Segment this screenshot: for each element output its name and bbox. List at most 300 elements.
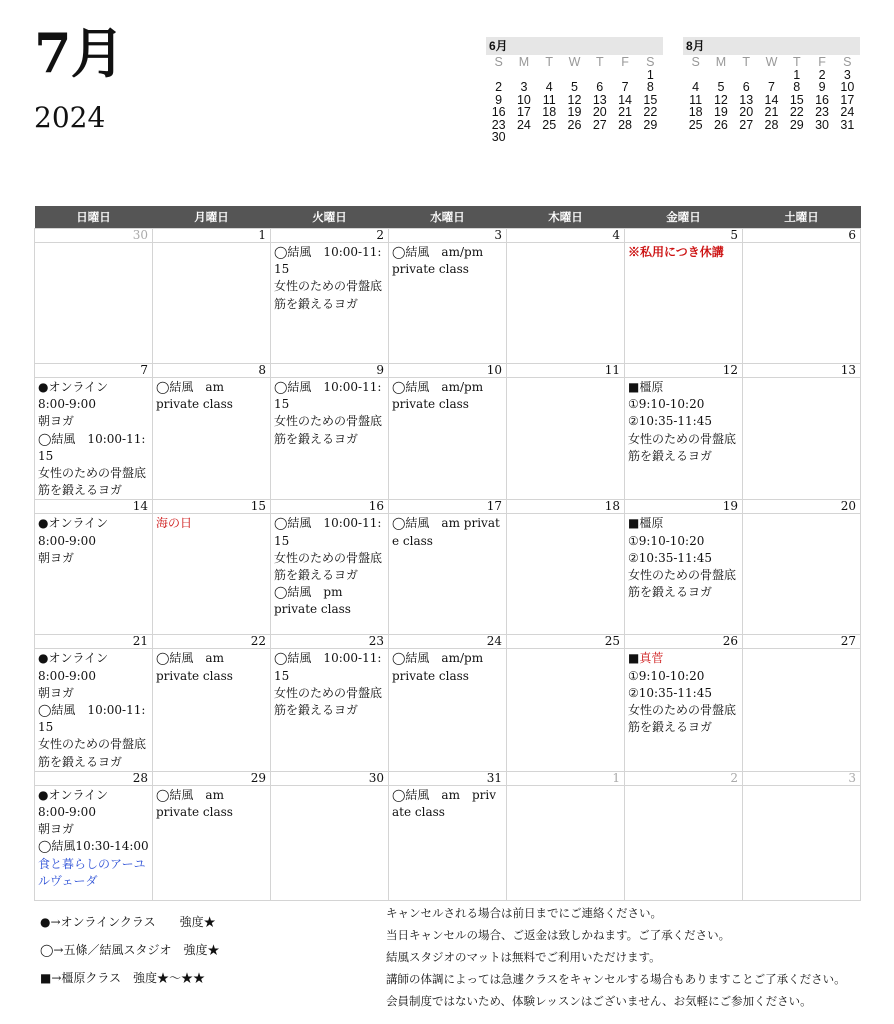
weekday-header: 水曜日 — [389, 206, 507, 229]
week-row — [35, 771, 861, 900]
event-line — [38, 856, 149, 890]
mini-day: 11 — [542, 92, 556, 107]
mini-day: 13 — [739, 92, 754, 107]
event-text: ◯結風 am private class — [392, 516, 500, 548]
day-cell[interactable] — [507, 635, 625, 771]
mini-day — [537, 131, 562, 144]
mini-weekday: T — [742, 55, 751, 69]
event-line — [156, 379, 267, 396]
day-cell[interactable] — [625, 229, 743, 364]
mini-day: 20 — [592, 105, 607, 119]
event-text: ◯結風 am — [156, 651, 224, 666]
calendar-body — [35, 229, 861, 901]
event-text: 8:00-9:00 — [38, 533, 96, 548]
mini-day: 8 — [793, 80, 801, 94]
mini-day: 2 — [818, 67, 826, 82]
mini-weekday: T — [545, 55, 554, 69]
event-list — [389, 649, 506, 684]
day-number: 5 — [625, 229, 742, 243]
event-text: ①9:10-10:20 — [628, 533, 705, 548]
mini-weekday: S — [646, 55, 655, 69]
mini-weekday: T — [792, 55, 801, 69]
mini-day: 24 — [516, 117, 531, 132]
event-text: ◯結風 am private class — [392, 787, 496, 820]
weekday-header: 金曜日 — [625, 206, 743, 229]
event-line — [392, 244, 503, 261]
day-cell[interactable] — [153, 635, 271, 771]
event-list — [35, 378, 152, 499]
day-cell[interactable] — [153, 229, 271, 364]
event-text: ◯結風10:30-14:00 — [38, 839, 149, 854]
event-line — [38, 668, 149, 685]
mini-day — [562, 131, 587, 144]
mini-calendar-title: 6月 — [486, 37, 663, 55]
mini-day — [612, 131, 637, 144]
mini-day: 28 — [764, 117, 779, 132]
event-text: 朝ヨガ — [38, 550, 75, 565]
event-list — [625, 649, 742, 736]
week-row — [35, 635, 861, 771]
mini-weekday: S — [494, 55, 503, 69]
day-cell[interactable] — [507, 364, 625, 500]
day-number: 18 — [507, 500, 624, 514]
day-number: 21 — [35, 635, 152, 649]
month-title: 7月 — [34, 21, 124, 85]
mini-day: 6 — [596, 80, 604, 94]
event-list — [271, 243, 388, 313]
event-line — [38, 804, 149, 821]
event-text: private class — [392, 668, 469, 683]
event-text: 朝ヨガ — [38, 822, 75, 837]
event-line — [628, 702, 739, 736]
day-cell[interactable] — [743, 364, 861, 500]
day-number: 24 — [389, 635, 506, 649]
event-text: ◯結風 10:00-11:15 — [274, 516, 382, 548]
event-line — [628, 396, 739, 413]
event-list — [35, 514, 152, 567]
event-list — [389, 378, 506, 413]
event-line — [38, 736, 149, 770]
day-number: 13 — [743, 364, 860, 378]
mini-day: 4 — [692, 80, 700, 94]
day-number: 11 — [507, 364, 624, 378]
mini-day: 30 — [815, 117, 830, 132]
event-line — [274, 584, 385, 601]
mini-day: 25 — [542, 117, 557, 132]
day-number: 31 — [389, 772, 506, 786]
day-number: 6 — [743, 229, 860, 243]
mini-day: 18 — [688, 105, 703, 119]
event-text: 8:00-9:00 — [38, 805, 96, 820]
mini-calendar-grid — [486, 56, 663, 144]
event-line — [628, 515, 739, 532]
event-text: ◯結風 am/pm — [392, 380, 484, 394]
mini-day: 28 — [618, 117, 633, 132]
event-text: private class — [274, 602, 351, 617]
day-number: 2 — [625, 772, 742, 786]
event-list — [271, 514, 388, 618]
day-cell[interactable] — [389, 229, 507, 364]
week-row — [35, 364, 861, 500]
event-line — [38, 821, 149, 838]
day-number: 4 — [507, 229, 624, 243]
day-cell[interactable] — [625, 364, 743, 500]
event-line — [628, 244, 739, 261]
event-line — [156, 396, 267, 413]
event-list — [153, 786, 270, 821]
day-number: 12 — [625, 364, 742, 378]
mini-weekday: F — [818, 55, 826, 69]
event-line — [38, 533, 149, 550]
event-text: 女性のための骨盤底筋を鍛えるヨガ — [274, 550, 383, 583]
day-number: 16 — [271, 500, 388, 514]
mini-day: 1 — [646, 67, 654, 82]
event-list — [625, 514, 742, 601]
event-list — [271, 649, 388, 719]
event-text: 女性のための骨盤底筋を鍛えるヨガ — [38, 737, 147, 769]
event-text: 海の日 — [156, 516, 193, 531]
day-number: 14 — [35, 500, 152, 514]
day-cell[interactable] — [271, 771, 389, 900]
weekday-header: 日曜日 — [35, 206, 153, 229]
day-cell[interactable] — [389, 364, 507, 500]
day-number: 1 — [153, 229, 270, 243]
mini-weekday: W — [765, 55, 778, 69]
mini-day: 22 — [789, 105, 804, 119]
mini-calendar-august — [683, 37, 860, 131]
event-line — [156, 515, 267, 532]
event-line — [156, 650, 267, 667]
day-cell[interactable] — [35, 500, 153, 635]
event-list — [389, 243, 506, 278]
mini-day: 9 — [818, 80, 826, 94]
event-text: 女性のための骨盤底筋を鍛えるヨガ — [628, 703, 737, 735]
weekday-header: 木曜日 — [507, 206, 625, 229]
day-cell[interactable] — [625, 771, 743, 900]
mini-calendar-june — [486, 37, 663, 144]
event-text: private class — [392, 262, 469, 277]
event-text: ●オンライン — [38, 651, 109, 666]
day-cell[interactable] — [507, 500, 625, 635]
day-cell[interactable] — [625, 500, 743, 635]
event-line — [392, 515, 503, 549]
day-number: 3 — [743, 772, 860, 786]
mini-day: 21 — [764, 105, 779, 119]
week-row — [35, 500, 861, 635]
event-line — [274, 515, 385, 549]
weekday-header: 土曜日 — [743, 206, 861, 229]
event-line — [38, 787, 149, 804]
day-cell[interactable] — [743, 635, 861, 771]
event-line — [274, 685, 385, 719]
day-cell[interactable] — [743, 771, 861, 900]
event-list — [271, 378, 388, 448]
mini-day: 7 — [621, 80, 629, 94]
mini-day: 17 — [840, 92, 855, 107]
note-line: 当日キャンセルの場合、ご返金は致しかねます。ご了承ください。 — [386, 928, 731, 942]
event-list — [35, 786, 152, 890]
weekday-header-row — [35, 206, 861, 229]
legend-item-studio: ◯→五條／結風スタジオ 強度★ — [40, 943, 220, 957]
day-number: 27 — [743, 635, 860, 649]
day-cell[interactable] — [389, 500, 507, 635]
event-text: ◯結風 am/pm — [392, 651, 484, 666]
legend-item-online: ●→オンラインクラス 強度★ — [40, 915, 216, 929]
mini-day: 2 — [495, 80, 503, 94]
weekday-header: 火曜日 — [271, 206, 389, 229]
event-text: ※私用につき休講 — [628, 245, 724, 259]
mini-day: 1 — [793, 67, 801, 82]
year-title: 2024 — [34, 101, 106, 134]
event-line — [392, 379, 503, 396]
mini-day: 9 — [495, 92, 503, 107]
event-text: ◯結風 10:00-11:15 — [274, 245, 382, 277]
day-number: 17 — [389, 500, 506, 514]
event-text: 8:00-9:00 — [38, 668, 96, 683]
event-line — [38, 838, 149, 855]
event-line — [274, 413, 385, 447]
event-text: 朝ヨガ — [38, 414, 75, 429]
mini-day: 27 — [592, 117, 607, 132]
day-number: 7 — [35, 364, 152, 378]
event-line — [156, 787, 267, 804]
event-text: ■ — [628, 651, 640, 666]
day-cell[interactable] — [507, 771, 625, 900]
event-line — [156, 804, 267, 821]
mini-day: 16 — [815, 92, 830, 107]
mini-weekday: M — [715, 55, 727, 69]
event-list — [153, 514, 270, 532]
day-cell[interactable] — [271, 500, 389, 635]
mini-day: 3 — [843, 67, 851, 82]
event-text: ①9:10-10:20 — [628, 668, 705, 683]
event-text: ◯結風 am — [156, 380, 224, 394]
mini-day: 11 — [689, 92, 703, 107]
event-line — [38, 515, 149, 532]
mini-day: 20 — [739, 105, 754, 119]
event-text: ●オンライン — [38, 516, 109, 531]
legend-item-kashihara: ■→橿原クラス 強度★〜★★ — [40, 971, 206, 985]
event-line — [38, 702, 149, 736]
mini-day: 10 — [840, 80, 855, 94]
mini-day: 29 — [643, 117, 658, 132]
day-cell[interactable] — [153, 771, 271, 900]
event-line — [274, 650, 385, 684]
event-text: ②10:35-11:45 — [628, 550, 712, 565]
event-list — [389, 786, 506, 821]
day-cell[interactable] — [35, 364, 153, 500]
event-text: ◯結風 10:00-11:15 — [38, 703, 146, 735]
mini-day: 24 — [840, 105, 855, 119]
event-line — [38, 379, 149, 396]
mini-day: 22 — [643, 105, 658, 119]
day-number: 9 — [271, 364, 388, 378]
mini-calendar-title: 8月 — [683, 37, 860, 55]
mini-weekday: W — [568, 55, 581, 69]
day-number: 15 — [153, 500, 270, 514]
event-text: 8:00-9:00 — [38, 397, 96, 412]
event-line — [38, 465, 149, 499]
event-text: ■橿原 — [628, 516, 664, 531]
mini-day: 21 — [618, 105, 633, 119]
mini-weekday: S — [691, 55, 700, 69]
event-line — [38, 650, 149, 667]
mini-day: 13 — [592, 92, 607, 107]
day-cell[interactable] — [389, 635, 507, 771]
mini-day: 12 — [713, 92, 728, 107]
note-line: 講師の体調によっては急遽クラスをキャンセルする場合もありますことご了承ください。 — [386, 972, 846, 986]
note-line: 結風スタジオのマットは無料でご利用いただけます。 — [386, 950, 661, 964]
notes — [386, 902, 866, 1012]
event-text: ②10:35-11:45 — [628, 685, 712, 700]
day-cell[interactable] — [271, 364, 389, 500]
event-line — [628, 567, 739, 601]
day-number: 20 — [743, 500, 860, 514]
event-text: ◯結風 am — [156, 787, 224, 802]
day-cell[interactable] — [153, 364, 271, 500]
event-line — [628, 650, 739, 667]
weekday-header: 月曜日 — [153, 206, 271, 229]
mini-day: 15 — [643, 92, 658, 107]
day-cell[interactable] — [271, 229, 389, 364]
event-line — [274, 601, 385, 618]
event-text: ◯結風 10:00-11:15 — [274, 380, 382, 412]
day-number: 29 — [153, 772, 270, 786]
mini-day: 31 — [840, 117, 855, 132]
event-text: private class — [156, 668, 233, 683]
mini-day: 4 — [545, 80, 553, 94]
mini-day: 6 — [742, 80, 750, 94]
event-text: 女性のための骨盤底筋を鍛えるヨガ — [274, 279, 383, 311]
event-list — [625, 243, 742, 261]
mini-weekday: F — [621, 55, 629, 69]
day-number: 10 — [389, 364, 506, 378]
event-text: ◯結風 pm — [274, 585, 343, 600]
event-text: 朝ヨガ — [38, 685, 75, 700]
event-line — [38, 413, 149, 430]
mini-day — [587, 131, 612, 144]
mini-day: 18 — [542, 105, 557, 119]
day-cell[interactable] — [35, 771, 153, 900]
day-cell[interactable] — [35, 635, 153, 771]
day-number: 30 — [271, 772, 388, 786]
event-line — [38, 396, 149, 413]
day-number: 1 — [507, 772, 624, 786]
mini-day: 3 — [520, 80, 528, 94]
event-text: 女性のための骨盤底筋を鍛えるヨガ — [274, 685, 383, 718]
mini-day: 15 — [789, 92, 804, 107]
event-line — [628, 533, 739, 550]
event-line — [274, 550, 385, 584]
day-number: 19 — [625, 500, 742, 514]
day-cell[interactable] — [153, 500, 271, 635]
day-number: 30 — [35, 229, 152, 243]
event-line — [274, 379, 385, 413]
event-text: ■橿原 — [628, 380, 664, 394]
day-number: 25 — [507, 635, 624, 649]
mini-day: 19 — [567, 105, 582, 119]
day-cell[interactable] — [35, 229, 153, 364]
day-cell[interactable] — [625, 635, 743, 771]
event-line — [392, 650, 503, 667]
mini-day — [511, 131, 536, 144]
event-line — [392, 787, 503, 821]
week-row — [35, 229, 861, 364]
mini-day: 29 — [789, 117, 804, 132]
mini-day — [638, 131, 663, 144]
event-text: private class — [156, 805, 233, 820]
event-line — [628, 379, 739, 396]
mini-day: 17 — [516, 105, 531, 119]
event-line — [274, 244, 385, 278]
event-line — [628, 431, 739, 465]
event-text: private class — [156, 397, 233, 412]
mini-weekday: M — [518, 55, 530, 69]
mini-day: 14 — [618, 92, 633, 107]
mini-day: 26 — [713, 117, 728, 132]
event-line — [392, 261, 503, 278]
event-location: 真菅 — [639, 651, 664, 666]
event-line — [392, 668, 503, 685]
event-line — [274, 278, 385, 312]
event-list — [153, 378, 270, 413]
event-line — [38, 431, 149, 465]
event-text: ◯結風 am/pm — [392, 245, 484, 259]
day-number: 3 — [389, 229, 506, 243]
event-text: private class — [392, 397, 469, 412]
mini-day: 27 — [739, 117, 754, 132]
event-line — [628, 413, 739, 430]
mini-day: 16 — [491, 105, 506, 119]
event-list — [153, 649, 270, 684]
day-cell[interactable] — [507, 229, 625, 364]
day-number: 2 — [271, 229, 388, 243]
event-text: ①9:10-10:20 — [628, 397, 705, 412]
event-line — [38, 550, 149, 567]
event-text: 女性のための骨盤底筋を鍛えるヨガ — [628, 431, 737, 463]
event-line — [628, 668, 739, 685]
mini-day: 8 — [646, 80, 654, 94]
day-cell[interactable] — [389, 771, 507, 900]
event-line — [38, 685, 149, 702]
event-text: 食と暮らしのアーユルヴェーダ — [38, 856, 146, 888]
day-cell[interactable] — [743, 500, 861, 635]
mini-calendar-grid — [683, 56, 860, 131]
event-text: 女性のための骨盤底筋を鍛えるヨガ — [628, 568, 737, 600]
mini-day: 12 — [567, 92, 582, 107]
day-number: 23 — [271, 635, 388, 649]
event-list — [389, 514, 506, 549]
mini-weekday: T — [595, 55, 604, 69]
mini-day: 10 — [516, 92, 531, 107]
event-text: ◯結風 10:00-11:15 — [274, 651, 382, 683]
day-cell[interactable] — [271, 635, 389, 771]
note-line: キャンセルされる場合は前日までにご連絡ください。 — [386, 906, 662, 920]
event-line — [628, 550, 739, 567]
mini-day: 26 — [567, 117, 582, 132]
mini-day: 23 — [815, 105, 830, 119]
mini-day: 30 — [491, 130, 506, 144]
legend — [40, 908, 340, 992]
day-cell[interactable] — [743, 229, 861, 364]
event-line — [392, 396, 503, 413]
event-text: ◯結風 10:00-11:15 — [38, 431, 146, 463]
mini-weekday: S — [843, 55, 852, 69]
event-list — [35, 649, 152, 770]
day-number: 8 — [153, 364, 270, 378]
day-number: 22 — [153, 635, 270, 649]
event-text: 女性のための骨盤底筋を鍛えるヨガ — [38, 466, 147, 498]
